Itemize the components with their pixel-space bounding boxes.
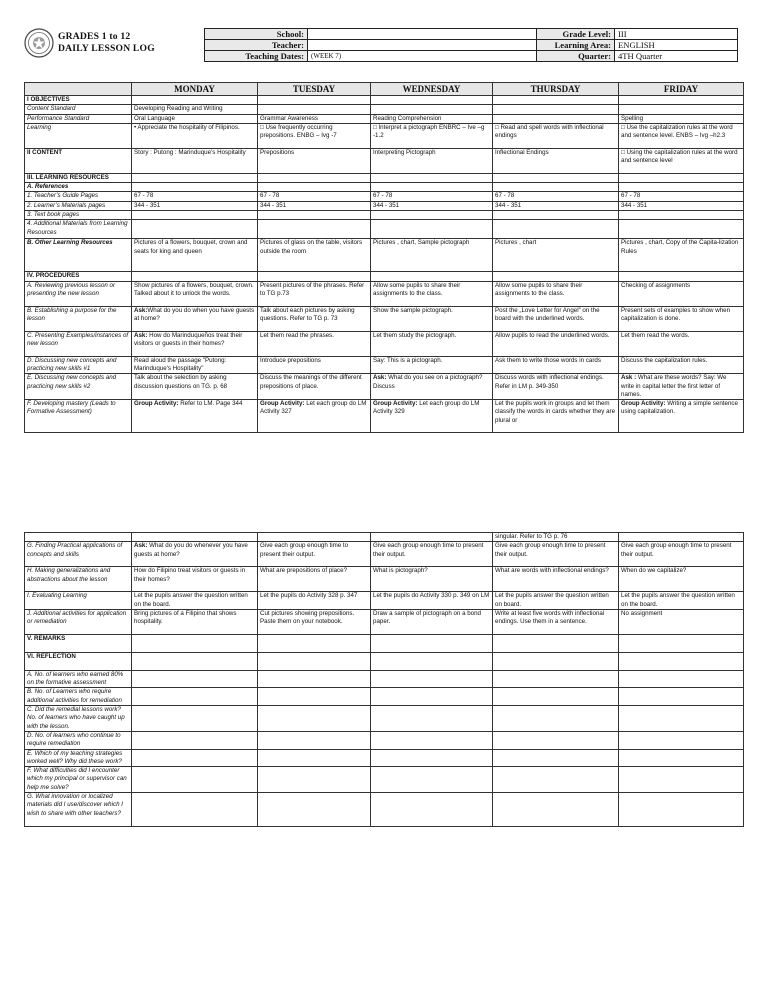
day-cell: Introduce prepositions — [258, 356, 371, 374]
day-cell: Developing Reading and Writing — [132, 105, 258, 114]
day-cell — [619, 767, 744, 793]
day-cell — [619, 272, 744, 281]
day-cell — [493, 731, 619, 749]
row-label: G. Finding Practical applications of concepts and skills — [25, 542, 132, 567]
day-cell: Oral Language — [132, 114, 258, 123]
day-cell: Show pictures of a flowers, bouquet, crown. Talked about it to unlock the words. — [132, 281, 258, 306]
day-cell — [371, 731, 493, 749]
day-cell: singular. Refer to TG p. 76 — [493, 533, 619, 542]
corner-cell — [25, 83, 132, 96]
teaching-dates-label: Teaching Dates: — [205, 51, 308, 62]
day-cell: Draw a sample of pictograph on a bond paper. — [371, 609, 493, 634]
lesson-table-part-1 — [24, 82, 744, 433]
teaching-dates-value: (WEEK 7) — [308, 51, 537, 62]
table-row — [25, 148, 744, 173]
day-cell: Group Activity: Let each group do LM Activity 329 — [371, 400, 493, 433]
day-cell: Present pictures of the phrases. Refer to TG p.73 — [258, 281, 371, 306]
table-row — [25, 192, 744, 201]
table-row — [25, 173, 744, 182]
day-cell — [371, 670, 493, 688]
row-label: E. Discussing new concepts and practicing new skills #2 — [25, 374, 132, 400]
day-cell: □ Using the capitalization rules at the word and sentence level — [619, 148, 744, 173]
day-cell: 344 - 351 — [258, 201, 371, 210]
day-cell — [371, 105, 493, 114]
day-cell: Inflectional Endings — [493, 148, 619, 173]
day-header: THURSDAY — [493, 83, 619, 96]
school-value — [308, 29, 537, 40]
day-cell: Let the pupils answer the question written on the board. — [132, 592, 258, 610]
day-cell: What are words with inflectional endings? — [493, 567, 619, 592]
row-label: II CONTENT — [25, 148, 132, 173]
day-cell: Prepositions — [258, 148, 371, 173]
day-cell — [371, 533, 493, 542]
day-cell: 67 - 78 — [258, 192, 371, 201]
day-cell: Show the sample pictograph. — [371, 306, 493, 331]
day-cell — [132, 96, 258, 105]
row-label: A. References — [25, 183, 132, 192]
row-label: VI. REFLECTION — [25, 652, 132, 670]
row-label: C. Did the remedial lessons work? No. of learners who have caught up with the lesson. — [25, 706, 132, 732]
day-cell — [258, 749, 371, 767]
learning-area-label: Learning Area: — [537, 40, 615, 51]
day-cell — [493, 706, 619, 732]
day-cell — [371, 183, 493, 192]
row-label: Content Standard — [25, 105, 132, 114]
day-cell: Checking of assignments — [619, 281, 744, 306]
day-header: FRIDAY — [619, 83, 744, 96]
table-row — [25, 567, 744, 592]
row-label: B. Other Learning Resources — [25, 239, 132, 272]
row-label — [25, 533, 132, 542]
day-cell — [132, 634, 258, 652]
day-cell: Pictures of glass on the table, visitors outside the room — [258, 239, 371, 272]
day-cell — [258, 731, 371, 749]
day-cell — [619, 749, 744, 767]
day-cell — [258, 793, 371, 827]
day-cell — [258, 183, 371, 192]
row-label: G. What innovation or localized materials did I use/discover which I wish to share with other teachers? — [25, 793, 132, 827]
day-cell — [619, 634, 744, 652]
table-row — [25, 793, 744, 827]
row-label: C. Presenting Examples/instances of new lesson — [25, 331, 132, 356]
day-cell — [619, 183, 744, 192]
table-row — [25, 239, 744, 272]
day-cell: Let them study the pictograph. — [371, 331, 493, 356]
lesson-table-part-2 — [24, 532, 744, 827]
day-cell: Ask : What are these words? Say: We write in capital letter the first letter of names. — [619, 374, 744, 400]
row-label: 1. Teacher’s Guide Pages — [25, 192, 132, 201]
row-label: Learning — [25, 123, 132, 148]
day-cell: Story : Putong : Marinduque’s Hospitality — [132, 148, 258, 173]
title-line-2: DAILY LESSON LOG — [58, 43, 155, 54]
day-cell: Read aloud the passage "Putong: Marinduque's Hospitality" — [132, 356, 258, 374]
day-header-row — [25, 83, 744, 96]
day-cell — [132, 183, 258, 192]
row-label: I. Evaluating Learning — [25, 592, 132, 610]
table-row — [25, 281, 744, 306]
day-cell: 67 - 78 — [371, 192, 493, 201]
day-cell: Pictures of a flowers, bouquet, crown and seats for king and queen — [132, 239, 258, 272]
day-cell — [619, 173, 744, 182]
deped-seal-icon — [24, 28, 54, 58]
day-cell — [371, 220, 493, 239]
day-cell — [493, 652, 619, 670]
day-cell — [619, 731, 744, 749]
day-cell: □ Use frequently occurring prepositions. ENBG – Ivg -7 — [258, 123, 371, 148]
day-cell: Allow pupils to read the underlined words. — [493, 331, 619, 356]
table-row — [25, 731, 744, 749]
day-cell: Discuss words with inflectional endings. Refer in LM p. 349-350 — [493, 374, 619, 400]
day-cell — [619, 105, 744, 114]
row-label: H. Making generalizations and abstractions about the lesson — [25, 567, 132, 592]
document-title — [58, 31, 155, 55]
day-cell — [258, 272, 371, 281]
day-cell — [371, 173, 493, 182]
day-cell — [132, 533, 258, 542]
day-cell: Give each group enough time to present their output. — [371, 542, 493, 567]
day-cell: Let the pupils work in groups and let them classify the words in cards whether they are plural or — [493, 400, 619, 433]
row-label: 2. Learner’s Materials pages — [25, 201, 132, 210]
day-cell: 67 - 78 — [619, 192, 744, 201]
day-cell — [371, 652, 493, 670]
row-label: V. REMARKS — [25, 634, 132, 652]
day-cell: Pictures , chart, Sample pictograph — [371, 239, 493, 272]
row-label: E. Which of my teaching strategies worked well? Why did these work? — [25, 749, 132, 767]
day-cell — [371, 211, 493, 220]
day-cell: Interpreting Pictograph — [371, 148, 493, 173]
day-cell — [132, 706, 258, 732]
day-cell — [258, 634, 371, 652]
day-cell: Grammar Awareness — [258, 114, 371, 123]
day-cell — [258, 767, 371, 793]
day-cell — [132, 731, 258, 749]
day-cell: Give each group enough time to present their output. — [258, 542, 371, 567]
quarter-value: 4TH Quarter — [615, 51, 738, 62]
day-cell: Talk about each pictures by asking questions. Refer to TG p. 73 — [258, 306, 371, 331]
day-cell — [493, 634, 619, 652]
day-cell: Allow some pupils to share their assignments to the class. — [371, 281, 493, 306]
day-cell: Discuss the meanings of the different prepositions of place. — [258, 374, 371, 400]
title-line-1: GRADES 1 to 12 — [58, 31, 131, 42]
day-cell: Ask: What do you do whenever you have guests at home? — [132, 542, 258, 567]
table-row — [25, 400, 744, 433]
day-cell — [493, 767, 619, 793]
day-cell — [493, 793, 619, 827]
day-cell — [371, 793, 493, 827]
day-cell — [371, 272, 493, 281]
day-cell: Say: This is a pictograph. — [371, 356, 493, 374]
day-cell — [493, 105, 619, 114]
day-cell — [132, 652, 258, 670]
day-cell — [132, 211, 258, 220]
day-cell: Discuss the capitalization rules. — [619, 356, 744, 374]
day-cell: 344 - 351 — [493, 201, 619, 210]
day-cell — [258, 173, 371, 182]
table-row — [25, 688, 744, 706]
day-cell: Give each group enough time to present their output. — [619, 542, 744, 567]
day-cell: Reading Comprehension — [371, 114, 493, 123]
day-cell: Write at least five words with inflectional endings. Use them in a sentence. — [493, 609, 619, 634]
table-row — [25, 220, 744, 239]
day-cell: Let the pupils answer the question written on the board. — [619, 592, 744, 610]
day-cell — [493, 173, 619, 182]
day-cell — [132, 793, 258, 827]
teacher-label: Teacher: — [205, 40, 308, 51]
day-cell — [258, 688, 371, 706]
day-cell — [493, 211, 619, 220]
day-cell: 344 - 351 — [371, 201, 493, 210]
quarter-label: Quarter: — [537, 51, 615, 62]
day-cell — [493, 670, 619, 688]
day-cell — [258, 670, 371, 688]
row-label: J. Additional activities for application or remediation — [25, 609, 132, 634]
day-cell: Ask: What do you see on a pictograph? Discuss — [371, 374, 493, 400]
day-cell: When do we capitalize? — [619, 567, 744, 592]
table-row — [25, 652, 744, 670]
day-cell: □ Read and spell words with inflectional endings — [493, 123, 619, 148]
day-cell — [371, 706, 493, 732]
day-cell — [493, 220, 619, 239]
day-cell — [619, 670, 744, 688]
document-header — [24, 28, 743, 64]
table-row — [25, 533, 744, 542]
day-cell: □ Interpret a pictograph ENBRC – Ive –g -1.2 — [371, 123, 493, 148]
table-row — [25, 201, 744, 210]
day-cell: How do Filipino treat visitors or guests in their homes? — [132, 567, 258, 592]
row-label: D. No. of learners who continue to require remediation — [25, 731, 132, 749]
day-cell — [619, 220, 744, 239]
row-label: A. No. of learners who earned 80% on the formative assessment — [25, 670, 132, 688]
table-row — [25, 331, 744, 356]
row-label: B. No. of Learners who require additional activities for remediation — [25, 688, 132, 706]
day-cell: Allow some pupils to share their assignments to the class. — [493, 281, 619, 306]
day-cell — [258, 96, 371, 105]
day-cell — [132, 272, 258, 281]
table-row — [25, 211, 744, 220]
day-cell — [619, 533, 744, 542]
day-cell: Group Activity: Let each group do LM Activity 327 — [258, 400, 371, 433]
day-cell — [493, 96, 619, 105]
row-label: 4. Additional Materials from Learning Resources — [25, 220, 132, 239]
day-cell — [493, 272, 619, 281]
day-cell: Ask them to write those words in cards — [493, 356, 619, 374]
day-cell — [371, 634, 493, 652]
day-cell — [619, 793, 744, 827]
row-label: A. Reviewing previous lesson or presenting the new lesson — [25, 281, 132, 306]
day-cell: □ Use the capitalization rules at the word and sentence level. ENBS – Ivg –h2.3 — [619, 123, 744, 148]
day-cell — [371, 767, 493, 793]
day-cell — [258, 652, 371, 670]
day-header: MONDAY — [132, 83, 258, 96]
table-row — [25, 272, 744, 281]
table-row — [25, 609, 744, 634]
day-cell: 67 - 78 — [493, 192, 619, 201]
day-cell: Pictures , chart, Copy of the Capita-lization Rules — [619, 239, 744, 272]
row-label: D. Discussing new concepts and practicing new skills #1 — [25, 356, 132, 374]
day-cell — [493, 688, 619, 706]
day-cell: What are prepositions of place? — [258, 567, 371, 592]
learning-area-value: ENGLISH — [615, 40, 738, 51]
table-row — [25, 767, 744, 793]
day-cell — [258, 105, 371, 114]
day-cell: 67 - 78 — [132, 192, 258, 201]
row-label: F. Developing mastery (Leads to Formative Assessment) — [25, 400, 132, 433]
table-row — [25, 670, 744, 688]
day-cell — [132, 670, 258, 688]
day-cell — [371, 688, 493, 706]
day-cell: Ask: How do Marinduqueños treat their visitors or guests in their homes? — [132, 331, 258, 356]
day-cell — [132, 767, 258, 793]
table-row — [25, 592, 744, 610]
day-cell: Let the pupils answer the question written on board. — [493, 592, 619, 610]
table-row — [25, 749, 744, 767]
day-cell — [258, 706, 371, 732]
row-label: Performance Standard — [25, 114, 132, 123]
day-cell — [619, 96, 744, 105]
row-label: IV. PROCEDURES — [25, 272, 132, 281]
table-row — [25, 306, 744, 331]
day-cell — [258, 211, 371, 220]
day-cell: • Appreciate the hospitality of Filipinos. — [132, 123, 258, 148]
day-cell — [258, 533, 371, 542]
day-cell: Pictures , chart — [493, 239, 619, 272]
day-cell: Let the pupils do Activity 330 p. 349 on LM — [371, 592, 493, 610]
day-cell — [619, 688, 744, 706]
day-cell — [493, 183, 619, 192]
day-cell: Spelling — [619, 114, 744, 123]
day-cell: Ask:What do you do when you have guests at home? — [132, 306, 258, 331]
day-cell: Post the „Love Letter for Angel“ on the board with the underlined words. — [493, 306, 619, 331]
table-row — [25, 356, 744, 374]
day-cell — [493, 114, 619, 123]
day-cell: Group Activity: Writing a simple sentence using capitalization. — [619, 400, 744, 433]
day-cell: No assignment — [619, 609, 744, 634]
row-label: III. LEARNING RESOURCES — [25, 173, 132, 182]
day-header: TUESDAY — [258, 83, 371, 96]
day-header: WEDNESDAY — [371, 83, 493, 96]
table-row — [25, 374, 744, 400]
teacher-value — [308, 40, 537, 51]
day-cell — [132, 749, 258, 767]
day-cell — [132, 688, 258, 706]
row-label: F. What difficulties did I encounter which my principal or supervisor can help me solve? — [25, 767, 132, 793]
day-cell — [619, 211, 744, 220]
row-label: I OBJECTIVES — [25, 96, 132, 105]
day-cell — [619, 652, 744, 670]
day-cell: Let them read the words. — [619, 331, 744, 356]
day-cell: Give each group enough time to present their output. — [493, 542, 619, 567]
day-cell — [493, 749, 619, 767]
day-cell — [132, 173, 258, 182]
day-cell: Talk about the selection by asking discussion questions on TG. p. 68 — [132, 374, 258, 400]
day-cell — [132, 220, 258, 239]
school-label: School: — [205, 29, 308, 40]
day-cell: 344 - 351 — [132, 201, 258, 210]
grade-level-label: Grade Level: — [537, 29, 615, 40]
day-cell: Present sets of examples to show when capitalization is done. — [619, 306, 744, 331]
day-cell: Bring pictures of a Filipino that shows hospitality. — [132, 609, 258, 634]
table-row — [25, 114, 744, 123]
table-row — [25, 706, 744, 732]
table-row — [25, 105, 744, 114]
day-cell: Cut pictures showing prepositions. Paste them on your notebook. — [258, 609, 371, 634]
table-row — [25, 634, 744, 652]
row-label: 3. Text book pages — [25, 211, 132, 220]
table-row — [25, 542, 744, 567]
grade-level-value: III — [615, 29, 738, 40]
info-table — [204, 28, 738, 62]
day-cell — [258, 220, 371, 239]
table-row — [25, 183, 744, 192]
day-cell: Let them read the phrases. — [258, 331, 371, 356]
day-cell: Group Activity: Refer to LM. Page 344 — [132, 400, 258, 433]
row-label: B. Establishing a purpose for the lesson — [25, 306, 132, 331]
day-cell — [619, 706, 744, 732]
day-cell: What is pictograph? — [371, 567, 493, 592]
day-cell — [371, 96, 493, 105]
table-row — [25, 96, 744, 105]
day-cell — [371, 749, 493, 767]
day-cell: 344 - 351 — [619, 201, 744, 210]
day-cell: Let the pupils do Activity 328 p. 347 — [258, 592, 371, 610]
table-row — [25, 123, 744, 148]
